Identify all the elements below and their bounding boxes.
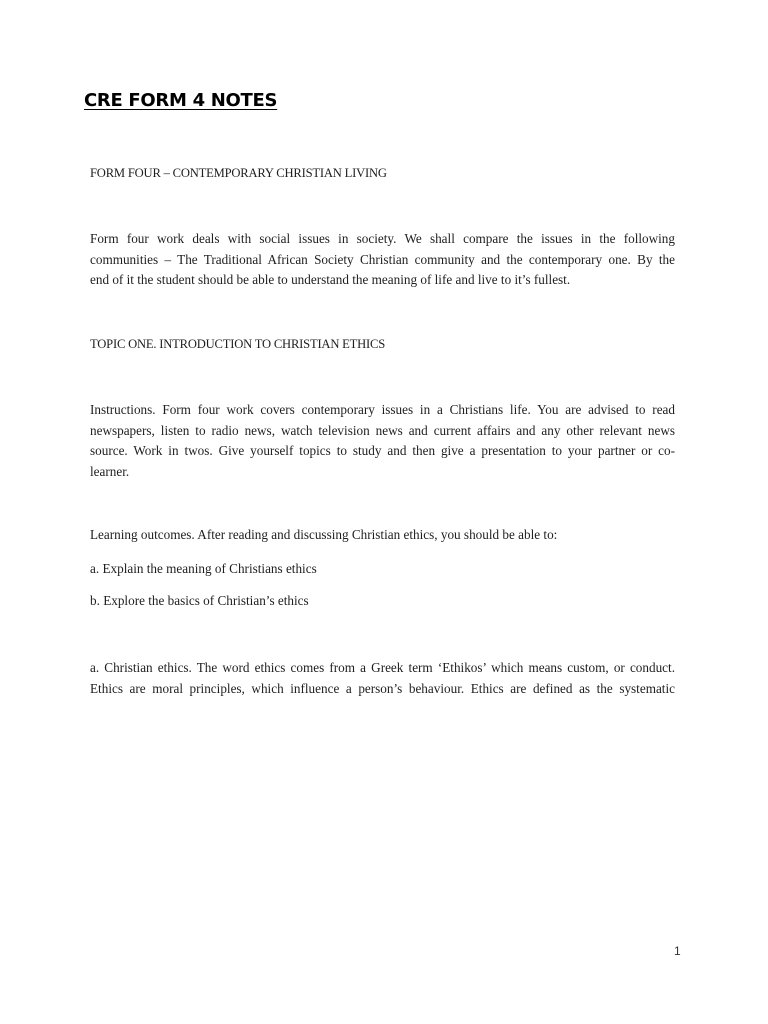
instruction-line: Instructions. Form four work covers contemporary issues in a Christians life. You are advised to read <box>90 402 675 417</box>
topic-heading: TOPIC ONE. INTRODUCTION TO CHRISTIAN ETHICS <box>90 337 386 351</box>
learning-outcomes: Learning outcomes. After reading and discussing Christian ethics, you should be able to: <box>90 527 558 542</box>
section-subtitle: FORM FOUR – CONTEMPORARY CHRISTIAN LIVING <box>90 166 387 180</box>
document-title: CRE FORM 4 NOTES <box>84 90 278 111</box>
outcome-b: b. Explore the basics of Christian’s ethics <box>90 593 309 608</box>
instruction-line: source. Work in twos. Give yourself topics to study and then give a presentation to your partner or co- <box>90 443 675 458</box>
instructions-paragraph <box>90 400 675 482</box>
intro-line: end of it the student should be able to understand the meaning of life and live to it’s fullest. <box>90 272 571 287</box>
intro-line: communities – The Traditional African Society Christian community and the contemporary one. By the <box>90 251 675 267</box>
intro-line: Form four work deals with social issues in society. We shall compare the issues in the following <box>90 231 675 246</box>
instruction-line: newspapers, listen to radio news, watch television news and current affairs and any other relevant news <box>90 422 675 438</box>
outcome-a: a. Explain the meaning of Christians ethics <box>90 561 317 576</box>
ethics-line: a. Christian ethics. The word ethics comes from a Greek term ‘Ethikos’ which means custom, or conduct. <box>90 660 675 675</box>
ethics-line: Ethics are moral principles, which influence a person’s behaviour. Ethics are defined as the systematic <box>90 680 675 696</box>
ethics-paragraph <box>90 658 675 699</box>
instruction-line: learner. <box>90 463 130 479</box>
page-number: 1 <box>674 944 681 958</box>
intro-paragraph <box>90 229 675 291</box>
